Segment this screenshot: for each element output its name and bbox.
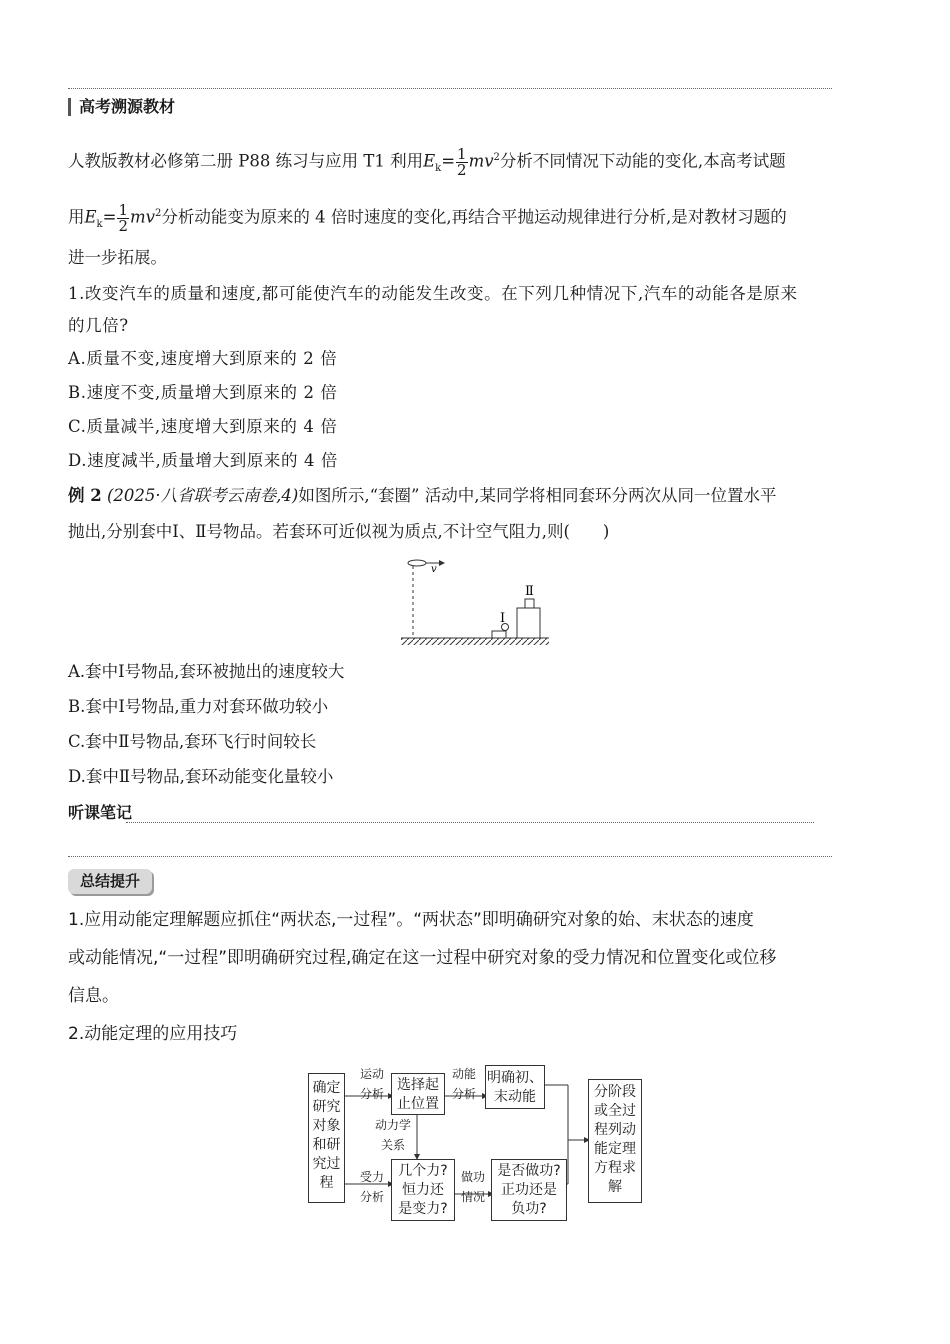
ground-hatch [401, 638, 549, 645]
question-stem-line-2: 的几倍? [68, 316, 129, 335]
source-line-2: 用$E_k=$ $\frac{1}{2}$ $mv^2$分析动能变为原来的 4 倍时速度的变化,再结合平抛运动规律进行分析,是对教材习题的 [68, 200, 787, 235]
fraction-half: $\frac{1}{2}$ [457, 144, 467, 179]
item-2 [525, 599, 534, 608]
fraction-half: $\frac{1}{2}$ [118, 200, 128, 235]
flow-box-forces: 几个力? 恒力还 是变力? [391, 1159, 455, 1221]
flow-label-work: 做功 情况 [460, 1170, 485, 1204]
source-line-1-post: 分析不同情况下动能的变化,本高考试题 [499, 151, 786, 171]
step-low [492, 631, 506, 638]
example-option-c: C.套中Ⅱ号物品,套环飞行时间较长 [68, 732, 317, 751]
flow-label-dynamics: 动力学 关系 [374, 1118, 411, 1152]
source-line-3: 进一步拓展。 [68, 248, 167, 267]
question-option-b: B.速度不变,质量增大到原来的 2 倍 [68, 383, 338, 402]
example-label: 例 2 [68, 486, 102, 505]
summary-p1-line-2: 或动能情况,“一过程”即明确研究过程,确定在这一过程中研究对象的受力情况和位置变化或位移 [68, 948, 777, 968]
flow-label-ek-analysis: 动能 分析 [451, 1067, 476, 1101]
question-stem-line-1: 1.改变汽车的质量和速度,都可能使汽车的动能发生改变。在下列几种情况下,汽车的动能各是原来 [68, 284, 798, 303]
flow-label-force-analysis: 受力 分析 [359, 1170, 384, 1204]
flow-box-choose-position: 选择起 止位置 [391, 1073, 445, 1115]
flow-box-determine-object: 确定 研究 对象 和研 究过 程 [308, 1073, 345, 1203]
example-source: (2025·八省联考云南卷,4) [106, 486, 299, 505]
section-title-source: 高考溯源教材 [68, 98, 175, 116]
mid-divider [68, 856, 832, 857]
top-divider [68, 88, 832, 89]
summary-badge: 总结提升 [68, 869, 152, 894]
example-option-d: D.套中Ⅱ号物品,套环动能变化量较小 [68, 767, 334, 786]
source-line-1: 人教版教材必修第二册 P88 练习与应用 T1 利用$E_k=$ $\frac{1}{2}$ $mv^2$分析不同情况下动能的变化,本高考试题 [68, 144, 786, 179]
notes-line [126, 822, 814, 823]
summary-p1-line-3: 信息。 [68, 986, 119, 1006]
flow-box-work: 是否做功? 正功还是 负功? [491, 1159, 567, 1221]
source-line-1-pre: 人教版教材必修第二册 P88 练习与应用 T1 利用 [68, 151, 424, 171]
question-option-d: D.速度减半,质量增大到原来的 4 倍 [68, 451, 339, 470]
question-option-a: A.质量不变,速度增大到原来的 2 倍 [68, 349, 338, 368]
question-option-c: C.质量减半,速度增大到原来的 4 倍 [68, 417, 338, 436]
flow-label-motion: 运动 分析 [359, 1067, 384, 1101]
example-stem-line-1: 例 2 (2025·八省联考云南卷,4)如图所示,“套圈” 活动中,某同学将相同套环分两次从同一位置水平 [68, 486, 777, 505]
flow-box-solve: 分阶段 或全过 程列动 能定理 方程求 解 [588, 1079, 642, 1203]
example-option-a: A.套中Ⅰ号物品,套环被抛出的速度较大 [68, 662, 345, 681]
summary-p2: 2.动能定理的应用技巧 [68, 1024, 238, 1044]
item-2-label: Ⅱ [525, 584, 534, 599]
notes-title: 听课笔记 [68, 803, 133, 822]
item-1-label: Ⅰ [500, 611, 506, 626]
box-high [517, 608, 540, 638]
flow-box-initial-final-ek: 明确初、 末动能 [485, 1065, 545, 1109]
example-stem-line-2: 抛出,分别套中Ⅰ、Ⅱ号物品。若套环可近似视为质点,不计空气阻力,则( ) [68, 522, 610, 541]
example-option-b: B.套中Ⅰ号物品,重力对套环做功较小 [68, 697, 329, 716]
velocity-label: v [431, 564, 437, 575]
summary-p1-line-1: 1.应用动能定理解题应抓住“两状态,一过程”。“两状态”即明确研究对象的始、末状态的速度 [68, 910, 754, 930]
ring [408, 560, 426, 566]
ring-toss-figure [395, 550, 555, 650]
